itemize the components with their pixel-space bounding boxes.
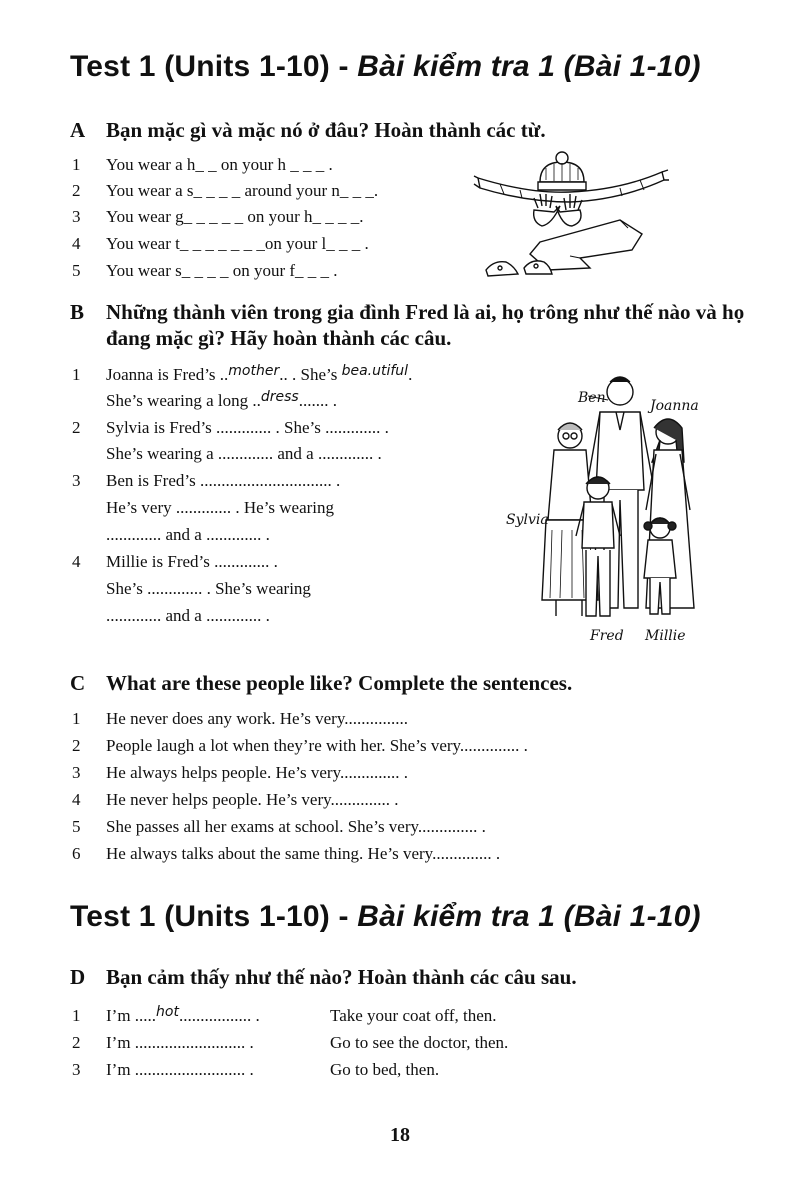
- item-number: 4: [72, 790, 81, 809]
- page-number: 18: [390, 1124, 410, 1146]
- item-number: 4: [72, 552, 81, 571]
- item-text: You wear a h_ _ on your h _ _ _ .: [106, 155, 333, 174]
- item-number: 1: [72, 365, 81, 384]
- item-number: 1: [72, 709, 81, 728]
- item-number: 3: [72, 1060, 81, 1079]
- item-number: 5: [72, 817, 81, 836]
- text-segment: Joanna is Fred’s ..: [106, 365, 229, 384]
- name-label-sylvia: Sylvia: [506, 512, 549, 528]
- trousers-icon: [530, 220, 642, 270]
- item-response: Take your coat off, then.: [330, 1006, 497, 1025]
- name-label-fred: Fred: [590, 628, 624, 644]
- item-text: She passes all her exams at school. She’s very.............. .: [106, 817, 486, 836]
- section-a-heading: [70, 117, 770, 147]
- item-number: 1: [72, 1006, 81, 1025]
- item-text: Ben is Fred’s ............................... .: [106, 471, 341, 490]
- item-text: Millie is Fred’s ............. .: [106, 552, 278, 571]
- handwritten-answer: dress: [260, 389, 299, 405]
- item-number: 1: [72, 155, 81, 174]
- shoes-icon: [486, 261, 552, 276]
- handwritten-answer: hot: [156, 1004, 179, 1020]
- section-letter: C: [70, 671, 86, 695]
- item-number: 3: [72, 763, 81, 782]
- item-response: Go to bed, then.: [330, 1060, 440, 1079]
- section-letter: D: [70, 965, 86, 989]
- item-number: 2: [72, 1033, 81, 1052]
- item-number: 2: [72, 181, 81, 200]
- item-text: You wear t_ _ _ _ _ _ _on your l_ _ _ .: [106, 234, 369, 253]
- test-title-bottom: [70, 900, 701, 934]
- item-number: 3: [72, 471, 81, 490]
- section-c-heading: [70, 670, 770, 700]
- test-title-italic: Bài kiểm tra 1 (Bài 1-10): [357, 900, 701, 933]
- item-text: He’s very ............. . He’s wearing: [106, 498, 335, 517]
- handwritten-answer: mother: [228, 363, 280, 379]
- section-letter: A: [70, 118, 86, 142]
- item-text: People laugh a lot when they’re with her. She’s very.............. .: [106, 736, 528, 755]
- item-text: He never does any work. He’s very...............: [106, 709, 408, 728]
- item-text: I’m .......................... .: [106, 1060, 254, 1079]
- item-text: [106, 1005, 260, 1028]
- item-text: ............. and a ............. .: [106, 606, 270, 625]
- name-label-ben: Ben: [578, 390, 606, 406]
- item-text: You wear s_ _ _ _ on your f_ _ _ .: [106, 261, 338, 280]
- item-number: 5: [72, 261, 81, 280]
- item-text: She’s wearing a ............. and a ............. .: [106, 444, 382, 463]
- item-number: 2: [72, 736, 81, 755]
- section-b-heading: [70, 299, 770, 355]
- section-heading-text: What are these people like? Complete the sentences.: [106, 671, 573, 695]
- text-segment: .. . She’s: [279, 365, 342, 384]
- section-d-heading: [70, 964, 770, 994]
- text-segment: ....... .: [298, 391, 337, 410]
- text-segment: She’s wearing a long ..: [106, 391, 261, 410]
- section-heading-text: Bạn cảm thấy như thế nào? Hoàn thành các câu sau.: [106, 965, 577, 989]
- section-heading-text: Những thành viên trong gia đình Fred là ai, họ trông như thế nào và họ đang mặc gì? Hãy hoàn thành các câu.: [106, 300, 745, 350]
- section-heading-text: Bạn mặc gì và mặc nó ở đâu? Hoàn thành các từ.: [106, 118, 546, 142]
- test-title-italic: Bài kiểm tra 1 (Bài 1-10): [357, 50, 701, 83]
- text-segment: ................. .: [178, 1006, 260, 1025]
- hat-icon: [538, 152, 586, 190]
- test-title-plain: Test 1 (Units 1-10) -: [70, 900, 358, 933]
- test-title-plain: Test 1 (Units 1-10) -: [70, 50, 358, 83]
- item-number: 6: [72, 844, 81, 863]
- item-text: You wear a s_ _ _ _ around your n_ _ _.: [106, 181, 379, 200]
- test-title-top: [70, 50, 701, 84]
- handwritten-answer: bea.utiful: [341, 363, 409, 379]
- item-text: I’m .......................... .: [106, 1033, 254, 1052]
- item-number: 2: [72, 418, 81, 437]
- text-segment: I’m .....: [106, 1006, 157, 1025]
- item-text: She’s ............. . She’s wearing: [106, 579, 311, 598]
- item-text: He always talks about the same thing. He’s very.............. .: [106, 844, 501, 863]
- item-response: Go to see the doctor, then.: [330, 1033, 509, 1052]
- item-text: [106, 364, 412, 387]
- section-letter: B: [70, 300, 85, 324]
- name-label-millie: Millie: [645, 628, 686, 644]
- item-text: He never helps people. He’s very.............. .: [106, 790, 399, 809]
- item-text: [106, 390, 337, 413]
- item-text: Sylvia is Fred’s ............. . She’s ............. .: [106, 418, 389, 437]
- item-text: ............. and a ............. .: [106, 525, 270, 544]
- item-number: 3: [72, 207, 81, 226]
- item-text: He always helps people. He’s very.............. .: [106, 763, 408, 782]
- item-text: You wear g_ _ _ _ _ on your h_ _ _ _.: [106, 207, 364, 226]
- name-label-joanna: Joanna: [650, 398, 699, 414]
- item-number: 4: [72, 234, 81, 253]
- clothing-illustration: [470, 150, 670, 285]
- text-segment: .: [408, 365, 413, 384]
